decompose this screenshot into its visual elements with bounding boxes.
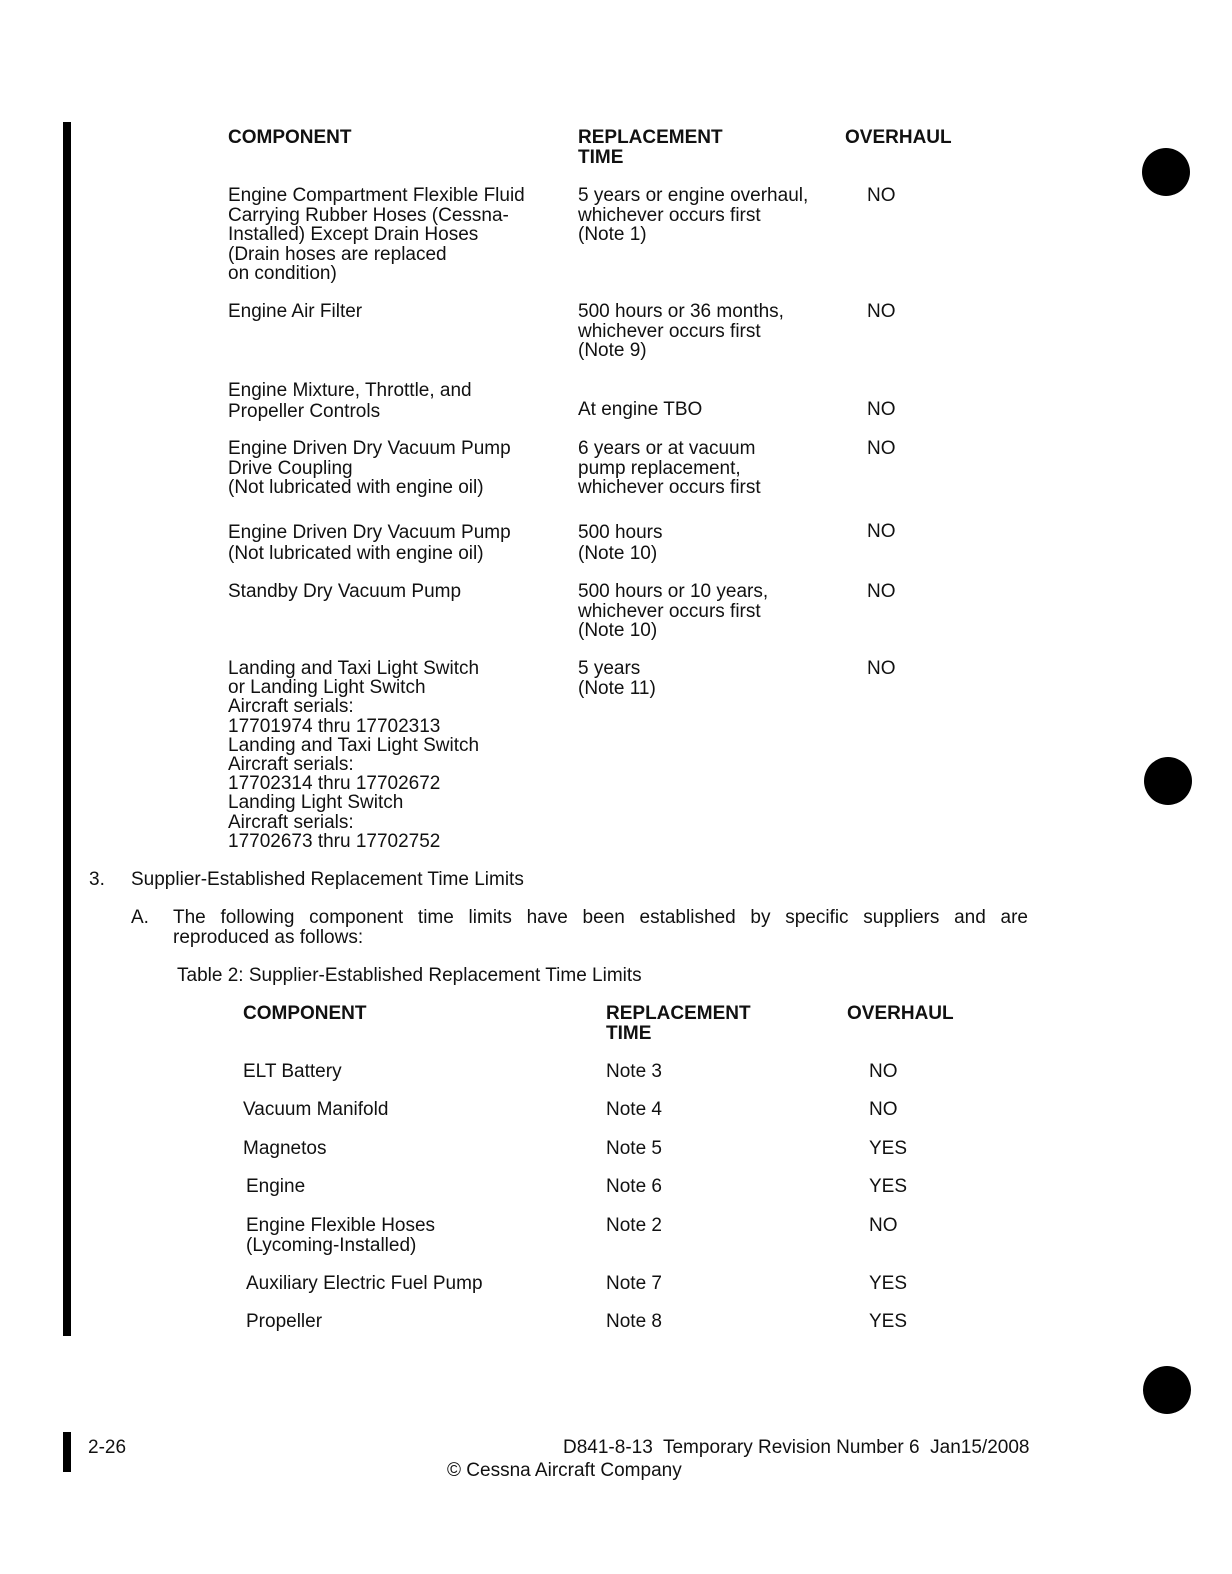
overhaul-cell: NO: [867, 581, 896, 602]
binder-hole-bottom: [1143, 1366, 1191, 1414]
component-cell: Propeller: [246, 1311, 323, 1332]
overhaul-cell: NO: [867, 521, 896, 542]
table1-header-component: COMPONENT: [228, 127, 352, 148]
component-cell: Engine Driven Dry Vacuum Pump (Not lubricated with engine oil): [228, 522, 511, 564]
replacement-time-cell: Note 4: [606, 1099, 662, 1120]
section-number: 3.: [89, 869, 105, 890]
table1-header-replacement-time: REPLACEMENT TIME: [578, 127, 723, 168]
page-number: 2-26: [88, 1437, 127, 1458]
overhaul-cell: NO: [867, 438, 896, 459]
overhaul-cell: YES: [869, 1138, 908, 1159]
replacement-time-cell: 500 hours (Note 10): [578, 522, 663, 564]
document-info: D841-8-13 Temporary Revision Number 6 Jan15/2008: [563, 1437, 1030, 1458]
replacement-time-cell: Note 7: [606, 1273, 662, 1294]
overhaul-cell: YES: [869, 1311, 908, 1332]
overhaul-cell: NO: [867, 185, 896, 206]
table2-header-replacement-time: REPLACEMENT TIME: [606, 1003, 751, 1044]
overhaul-cell: YES: [869, 1176, 908, 1197]
component-cell: Engine Flexible Hoses (Lycoming-Installed): [246, 1215, 436, 1256]
binder-hole-middle: [1144, 757, 1192, 805]
component-cell: Landing and Taxi Light Switch or Landing Light Switch Aircraft serials: 17701974 thru 17702313 Landing and Taxi Light Switch Aircraft serials: 17702314 thru 17702672 Landing Light Switch Aircraft serials: 17702673 thru 17702752: [228, 658, 480, 852]
overhaul-cell: NO: [867, 301, 896, 322]
component-cell: Auxiliary Electric Fuel Pump: [246, 1273, 483, 1294]
component-cell: Engine Driven Dry Vacuum Pump Drive Coupling (Not lubricated with engine oil): [228, 438, 511, 498]
overhaul-cell: NO: [869, 1215, 898, 1236]
table2-header-component: COMPONENT: [243, 1003, 367, 1024]
replacement-time-cell: Note 8: [606, 1311, 662, 1332]
component-cell: Magnetos: [243, 1138, 327, 1159]
overhaul-cell: NO: [867, 399, 896, 420]
replacement-time-cell: Note 2: [606, 1215, 662, 1236]
component-cell: Engine Air Filter: [228, 301, 363, 322]
component-cell: Vacuum Manifold: [243, 1099, 389, 1120]
replacement-time-cell: 500 hours or 10 years, whichever occurs first (Note 10): [578, 581, 769, 641]
binder-hole-top: [1142, 148, 1190, 196]
paragraph-line: The following component time limits have been established by specific suppliers and are: [173, 907, 1028, 928]
component-cell: Standby Dry Vacuum Pump: [228, 581, 462, 602]
replacement-time-cell: Note 3: [606, 1061, 662, 1082]
component-cell: Engine Mixture, Throttle, and Propeller Controls: [228, 380, 472, 422]
table2-header-overhaul: OVERHAUL: [847, 1003, 954, 1024]
component-cell: ELT Battery: [243, 1061, 342, 1082]
section-title: Supplier-Established Replacement Time Limits: [131, 869, 524, 890]
replacement-time-cell: 6 years or at vacuum pump replacement, whichever occurs first: [578, 438, 761, 498]
component-cell: Engine Compartment Flexible Fluid Carrying Rubber Hoses (Cessna- Installed) Except Drain Hoses (Drain hoses are replaced on condition): [228, 185, 525, 284]
overhaul-cell: NO: [869, 1061, 898, 1082]
replacement-time-cell: 5 years or engine overhaul, whichever occurs first (Note 1): [578, 185, 809, 245]
overhaul-cell: NO: [867, 658, 896, 679]
component-cell: Engine: [246, 1176, 306, 1197]
paragraph-line: reproduced as follows:: [173, 927, 364, 948]
copyright: © Cessna Aircraft Company: [447, 1460, 682, 1481]
item-label: A.: [131, 907, 149, 928]
replacement-time-cell: 500 hours or 36 months, whichever occurs first (Note 9): [578, 301, 784, 361]
replacement-time-cell: Note 6: [606, 1176, 662, 1197]
footer-revision-bar: [63, 1432, 71, 1472]
replacement-time-cell: 5 years (Note 11): [578, 658, 656, 699]
revision-bar: [63, 122, 71, 1336]
overhaul-cell: YES: [869, 1273, 908, 1294]
table1-header-overhaul: OVERHAUL: [845, 127, 952, 148]
replacement-time-cell: At engine TBO: [578, 399, 703, 420]
table-caption: Table 2: Supplier-Established Replacement Time Limits: [177, 965, 642, 986]
overhaul-cell: NO: [869, 1099, 898, 1120]
replacement-time-cell: Note 5: [606, 1138, 662, 1159]
